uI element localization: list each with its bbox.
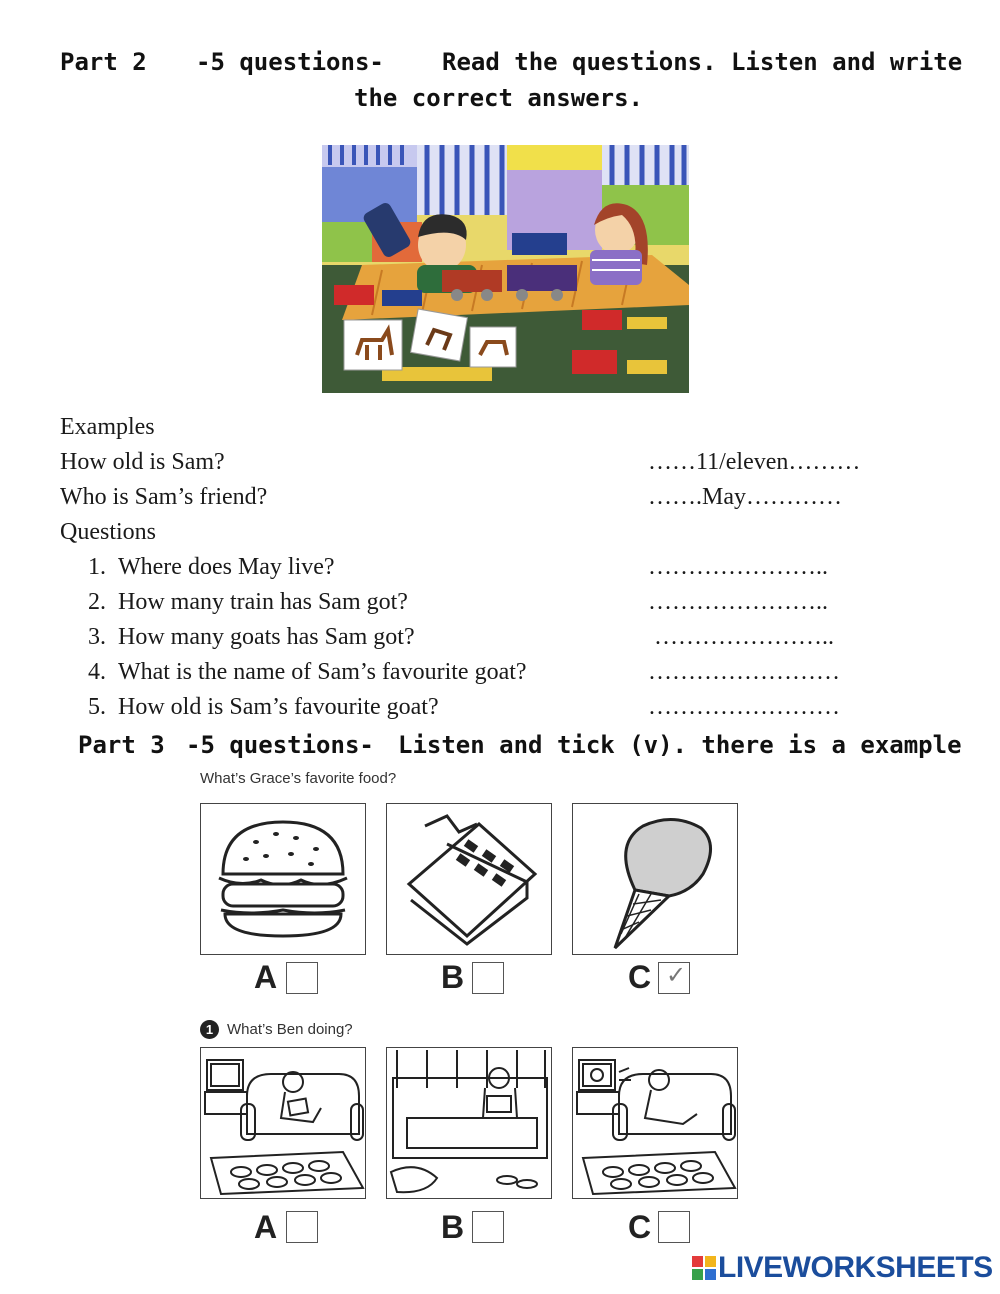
tick-box-checked[interactable] — [658, 962, 690, 994]
liveworksheets-logo-icon — [692, 1256, 716, 1280]
part2-question-count: -5 questions- — [196, 48, 384, 76]
brand-name: LIVEWORKSHEETS — [718, 1251, 993, 1284]
question1-prompt: What’s Ben doing? — [227, 1021, 353, 1038]
playroom-picture — [322, 145, 689, 393]
example-prompt: What’s Grace’s favorite food? — [200, 770, 397, 787]
question-text: Where does May live? — [118, 554, 335, 580]
question-text: What is the name of Sam’s favourite goat? — [118, 659, 527, 685]
option-picture-reading-in-bed — [386, 1047, 552, 1199]
answer-blank[interactable]: ………………….. — [648, 589, 828, 615]
question-number-badge: 1 — [200, 1020, 219, 1039]
tick-box[interactable] — [286, 1211, 318, 1243]
option-picture-hamburger — [200, 803, 366, 955]
answer-blank[interactable]: ………………….. — [648, 554, 828, 580]
question-text: How many goats has Sam got? — [118, 624, 415, 650]
part2-label: Part 2 — [60, 48, 147, 76]
option-picture-watching-tv — [572, 1047, 738, 1199]
question-number: 2. — [88, 589, 106, 615]
part3-instruction: Listen and tick (v). there is a example — [398, 731, 962, 759]
option-picture-ice-cream-cone — [572, 803, 738, 955]
option-picture-reading-on-sofa — [200, 1047, 366, 1199]
example-answer: ……11/eleven……… — [648, 449, 861, 475]
option-letter: C — [628, 959, 652, 995]
answer-blank[interactable]: …………………… — [648, 694, 840, 720]
tick-box[interactable] — [472, 1211, 504, 1243]
option-letter: B — [441, 1209, 465, 1245]
question-text: How many train has Sam got? — [118, 589, 408, 615]
question-number: 3. — [88, 624, 106, 650]
question-number: 1. — [88, 554, 106, 580]
part3-label: Part 3 — [78, 731, 165, 759]
example-question: How old is Sam? — [60, 449, 225, 475]
answer-blank[interactable]: ………………….. — [654, 624, 834, 650]
option-letter: C — [628, 1209, 652, 1245]
tick-box[interactable] — [658, 1211, 690, 1243]
part2-instruction-line2: the correct answers. — [354, 84, 643, 112]
option-letter: A — [254, 959, 278, 995]
question-text: How old is Sam’s favourite goat? — [118, 694, 439, 720]
questions-heading: Questions — [60, 519, 156, 545]
part3-question-count: -5 questions- — [186, 731, 374, 759]
check-icon: ✓ — [666, 961, 687, 989]
example-answer: …….May………… — [648, 484, 842, 510]
examples-heading: Examples — [60, 414, 155, 440]
question-number: 4. — [88, 659, 106, 685]
tick-box[interactable] — [472, 962, 504, 994]
option-letter: B — [441, 959, 465, 995]
question-number: 5. — [88, 694, 106, 720]
option-picture-chocolate-bar — [386, 803, 552, 955]
answer-blank[interactable]: …………………… — [648, 659, 840, 685]
option-letter: A — [254, 1209, 278, 1245]
part2-instruction-line1: Read the questions. Listen and write — [442, 48, 963, 76]
tick-box[interactable] — [286, 962, 318, 994]
example-question: Who is Sam’s friend? — [60, 484, 268, 510]
